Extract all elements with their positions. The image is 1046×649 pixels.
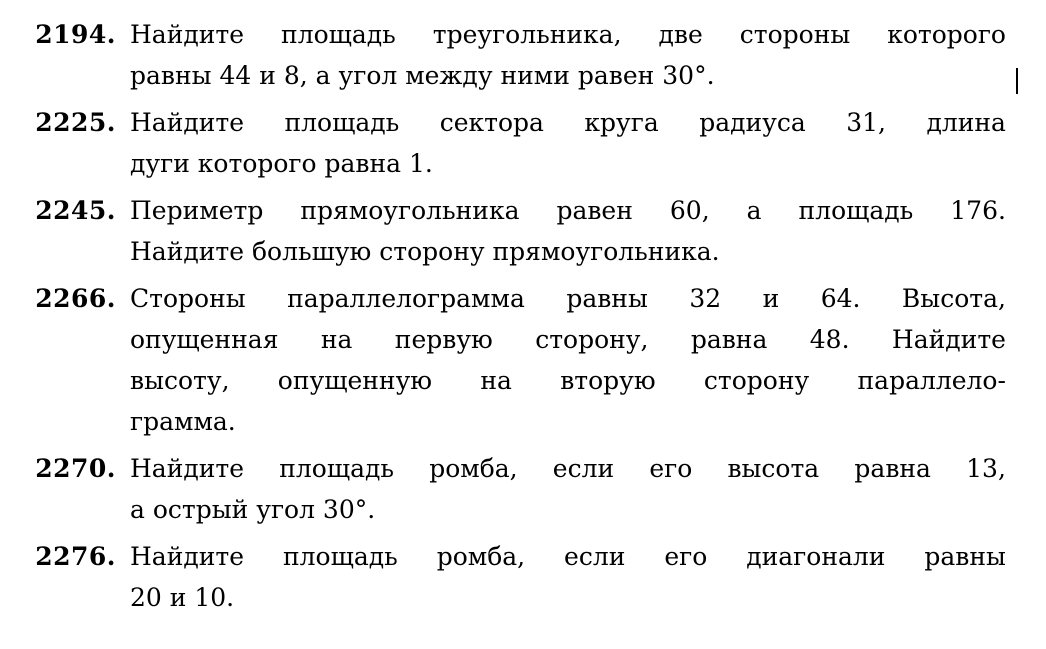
line-word: равен	[556, 196, 633, 225]
line-word: 31,	[846, 108, 886, 137]
line-word: если	[564, 542, 626, 571]
line-word: 48.	[809, 325, 850, 354]
line-word: 32	[689, 284, 722, 313]
line-word: и	[762, 284, 780, 313]
line-word: 60,	[669, 196, 710, 225]
problem-text	[130, 448, 1006, 530]
problem-item	[22, 448, 1006, 530]
line-word: две	[658, 20, 703, 49]
problem-text	[130, 102, 1006, 184]
line-word: если	[552, 454, 615, 483]
line-word: длина	[926, 108, 1006, 137]
problem-line: Найдите большую сторону прямоугольника.	[130, 237, 720, 266]
problem-item	[22, 536, 1006, 618]
line-word: первую	[394, 325, 493, 354]
line-word: Найдите	[130, 20, 245, 49]
problem-line	[130, 360, 1006, 401]
line-word: параллелограмма	[287, 284, 525, 313]
line-word: его	[649, 454, 693, 483]
line-word: круга	[584, 108, 659, 137]
problem-text	[130, 14, 1006, 96]
line-word: вторую	[560, 366, 656, 395]
problem-number: 2270.	[35, 454, 116, 483]
problem-number: 2276.	[35, 542, 116, 571]
problem-text	[130, 278, 1006, 442]
problem-line	[130, 14, 1006, 55]
line-word: площадь	[284, 108, 400, 137]
problem-number: 2245.	[35, 196, 116, 225]
line-word: равны	[924, 542, 1006, 571]
line-word: радиуса	[699, 108, 806, 137]
line-word: диагонали	[746, 542, 886, 571]
problem-number: 2194.	[35, 20, 116, 49]
line-word: высоту,	[130, 366, 230, 395]
line-word: площадь	[279, 454, 394, 483]
line-word: Высота,	[901, 284, 1006, 313]
line-word: на	[480, 366, 512, 395]
line-word: площадь	[283, 542, 398, 571]
line-word: сторону,	[535, 325, 649, 354]
line-word: его	[664, 542, 708, 571]
problem-item	[22, 190, 1006, 272]
problem-line: грамма.	[130, 407, 236, 436]
problem-line	[130, 536, 1006, 577]
problem-line	[130, 102, 1006, 143]
line-word: опущенная	[130, 325, 279, 354]
problem-line	[130, 448, 1006, 489]
line-word: ромба,	[436, 542, 526, 571]
line-word: параллело-	[857, 366, 1006, 395]
line-word: сектора	[439, 108, 544, 137]
problem-item	[22, 102, 1006, 184]
line-word: Найдите	[130, 454, 245, 483]
problem-line: равны 44 и 8, а угол между ними равен 30°.	[130, 61, 715, 90]
line-word: Стороны	[130, 284, 246, 313]
line-word: равна	[854, 454, 931, 483]
problem-number: 2266.	[35, 284, 116, 313]
problem-line	[130, 319, 1006, 360]
line-word: 13,	[966, 454, 1006, 483]
line-word: стороны	[739, 20, 851, 49]
line-word: площадь	[281, 20, 396, 49]
line-word: 176.	[950, 196, 1006, 225]
line-word: ромба,	[429, 454, 518, 483]
problem-line: а острый угол 30°.	[130, 495, 376, 524]
line-word: Найдите	[130, 108, 245, 137]
line-word: треугольника,	[432, 20, 622, 49]
line-word: Найдите	[130, 542, 245, 571]
line-word: равна	[690, 325, 768, 354]
problem-item	[22, 278, 1006, 442]
problem-line: дуги которого равна 1.	[130, 149, 433, 178]
problem-number: 2225.	[35, 108, 116, 137]
problem-line	[130, 190, 1006, 231]
problem-item	[22, 14, 1006, 96]
line-word: Периметр	[130, 196, 264, 225]
problem-line: 20 и 10.	[130, 583, 235, 612]
line-word: Найдите	[891, 325, 1006, 354]
problem-text	[130, 190, 1006, 272]
problem-line	[130, 278, 1006, 319]
margin-mark	[1016, 68, 1018, 94]
problem-text	[130, 536, 1006, 618]
line-word: которого	[887, 20, 1006, 49]
line-word: высота	[727, 454, 820, 483]
line-word: равны	[566, 284, 648, 313]
exercise-list	[22, 14, 1006, 618]
line-word: площадь	[798, 196, 914, 225]
line-word: опущенную	[277, 366, 433, 395]
line-word: на	[320, 325, 353, 354]
line-word: а	[746, 196, 762, 225]
line-word: сторону	[703, 366, 810, 395]
line-word: прямоугольника	[300, 196, 520, 225]
line-word: 64.	[820, 284, 861, 313]
